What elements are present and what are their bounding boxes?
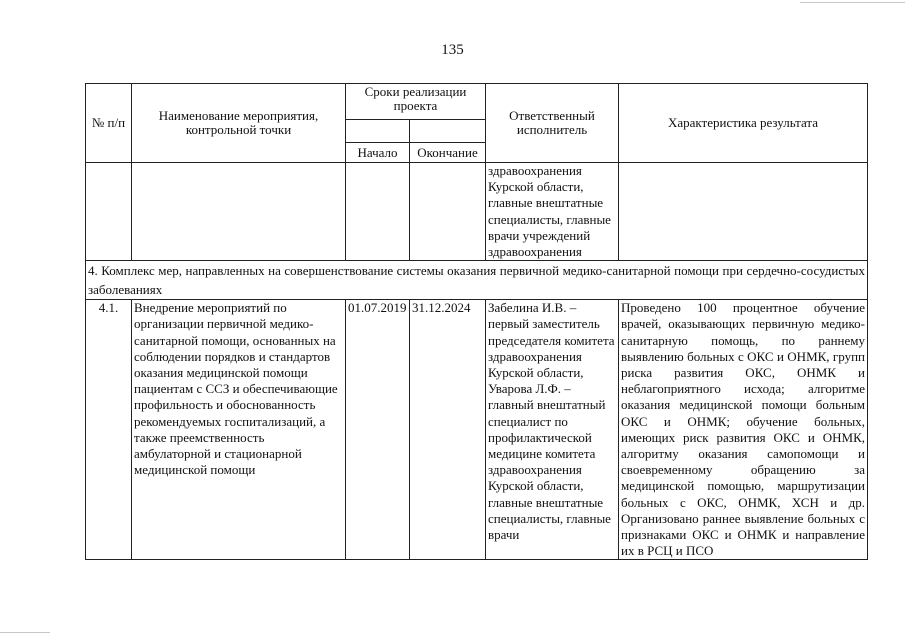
table-row (86, 300, 868, 560)
continuation-row (86, 163, 868, 261)
header-end: Окончание (410, 143, 486, 163)
continuation-responsible: здравоохранения Курской области, главные внештатные специалисты, главные врачи учреждений здравоохранения (486, 163, 619, 261)
scan-edge-line-bottom (0, 632, 50, 633)
header-period: Сроки реализации проекта (346, 84, 486, 120)
row-name: Внедрение мероприятий по организации первичной медико-санитарной помощи, основанных на соблюдении порядков и стандартов оказания медицинской помощи пациентам с ССЗ и обеспечивающие профильность и обоснованность рекомендуемых госпитализаций, а также преемственность амбулаторной и стационарной медицинской помощи (132, 300, 346, 560)
row-responsible: Забелина И.В. – первый заместитель председателя комитета здравоохранения Курской области, Уварова Л.Ф. – главный внештатный специалист по профилактической медицине комитета здравоохранения Курской области, главные внештатные специалисты, главные врачи (486, 300, 619, 560)
header-responsible: Ответственный исполнитель (486, 84, 619, 163)
scan-edge-line-top (800, 2, 905, 3)
row-start: 01.07.2019 (346, 300, 410, 560)
section-heading: 4. Комплекс мер, направленных на совершенствование системы оказания первичной медико-санитарной помощи при сердечно-сосудистых заболеваниях (86, 261, 868, 300)
header-row (86, 84, 868, 120)
header-result: Характеристика результата (619, 84, 868, 163)
row-result: Проведено 100 процентное обучение врачей, оказывающих первичную медико-санитарную помощь, по раннему выявлению больных с ОКС и ОНМК, групп риска развития ОКС, ОНМК и неблагоприятного исхода; алгоритме оказания медицинской помощи больным ОКС и ОНМК; обучение больных, имеющих риск развития ОКС и ОНМК, алгоритму оказания самопомощи и своевременному обращению за медицинской помощью, маршрутизации больных с ОКС, ОНМК, ХСН и др. Организовано раннее выявление больных с признаками ОКС и ОНМК и направление их в РСЦ и ПСО (619, 300, 868, 560)
header-blank-end (410, 120, 486, 143)
header-start: Начало (346, 143, 410, 163)
activity-table (85, 83, 868, 560)
row-end: 31.12.2024 (410, 300, 486, 560)
header-blank-start (346, 120, 410, 143)
continuation-result-cell (619, 163, 868, 261)
row-num: 4.1. (86, 300, 132, 560)
page-number: 135 (441, 42, 464, 58)
section-row (86, 261, 868, 300)
continuation-num-cell (86, 163, 132, 261)
header-num: № п/п (86, 84, 132, 163)
continuation-start-cell (346, 163, 410, 261)
header-name: Наименование мероприятия, контрольной точки (132, 84, 346, 163)
continuation-name-cell (132, 163, 346, 261)
continuation-end-cell (410, 163, 486, 261)
